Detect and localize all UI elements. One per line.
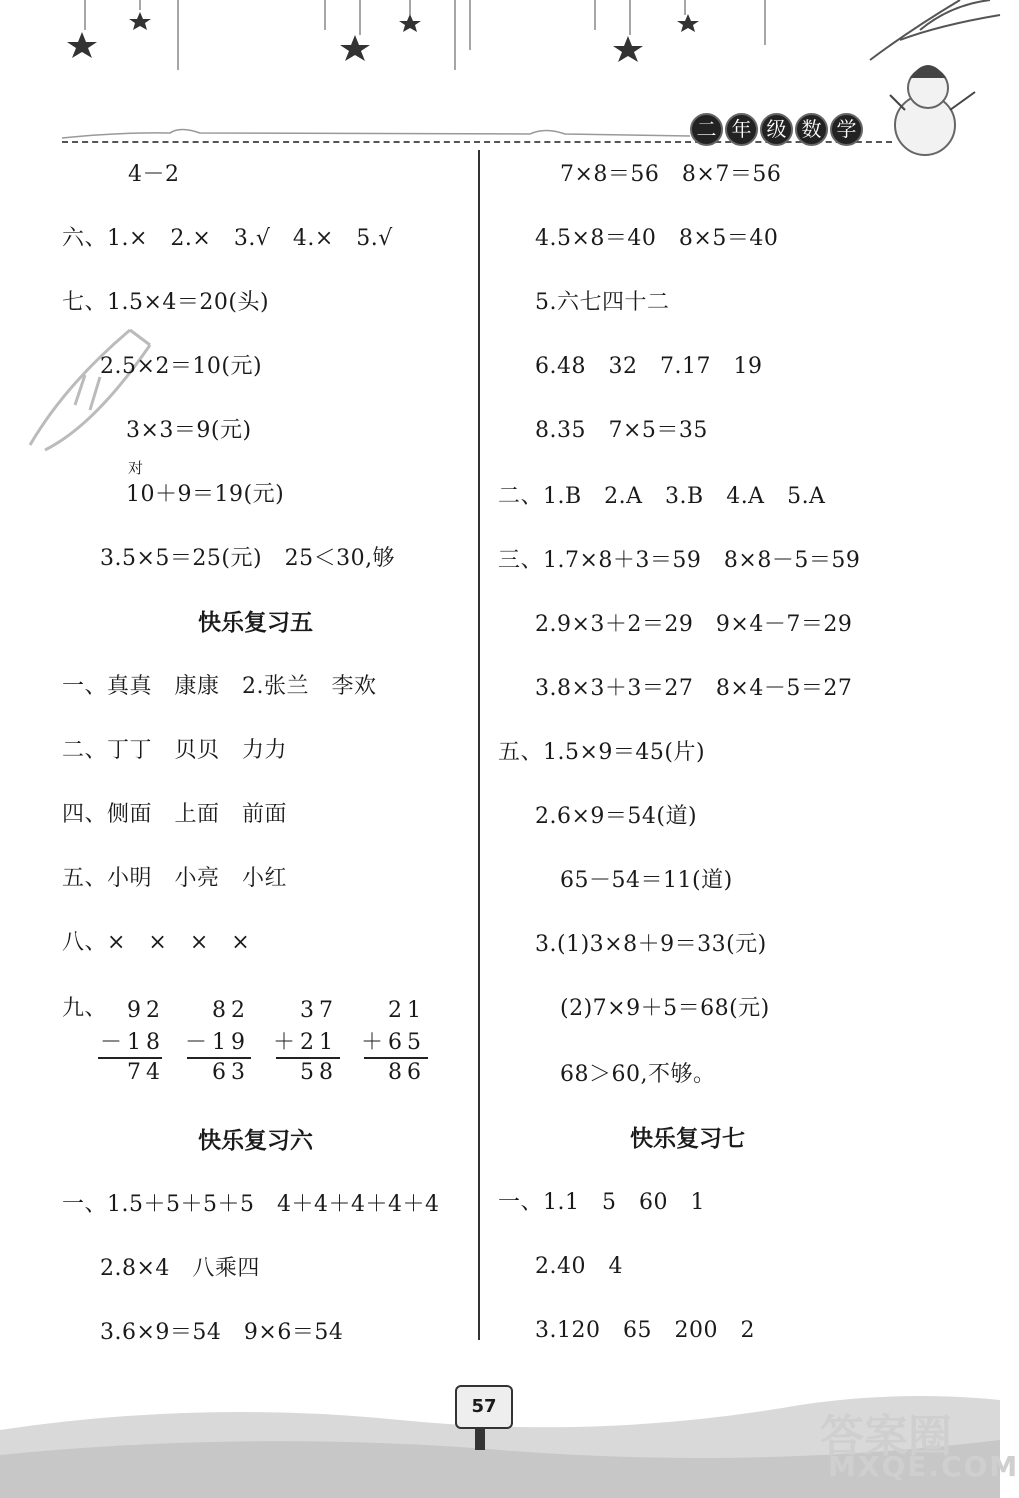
grade-char: 学 [830, 113, 863, 146]
answer-line: 七、1.5×4＝20(头) [62, 290, 270, 315]
grade-badge [690, 113, 863, 146]
answer-line: 五、小明 小亮 小红 [62, 866, 288, 891]
vertical-top: 82 [212, 998, 250, 1023]
handwritten-note: 对 [128, 459, 144, 477]
grade-char: 二 [690, 113, 723, 146]
page-number: 57 [455, 1385, 513, 1429]
answer-line: 7×8＝56 8×7＝56 [560, 162, 782, 187]
answer-line: 2.9×3＋2＝29 9×4－7＝29 [535, 612, 853, 637]
vertical-top: 37 [300, 998, 338, 1023]
grade-char: 级 [760, 113, 793, 146]
answer-line: 10＋9＝19(元) [126, 482, 285, 507]
answer-line: 2.8×4 八乘四 [100, 1256, 260, 1281]
section-heading: 快乐复习五 [198, 610, 313, 636]
grade-char: 数 [795, 113, 828, 146]
answer-line: 八、× × × × [62, 930, 251, 955]
answer-line: 6.48 32 7.17 19 [535, 354, 763, 379]
vertical-top: 92 [127, 998, 165, 1023]
answer-line: 3.(1)3×8＋9＝33(元) [535, 932, 767, 957]
star-icon [613, 36, 643, 62]
snowman-decoration [890, 65, 975, 155]
answer-line: 2.6×9＝54(道) [535, 804, 698, 829]
answer-line: 4－2 [128, 162, 180, 187]
answer-line: 一、1.5＋5＋5＋5 4＋4＋4＋4＋4 [62, 1192, 440, 1217]
answer-line: 3.8×3＋3＝27 8×4－5＝27 [535, 676, 853, 701]
answer-line: 4.5×8＝40 8×5＝40 [535, 226, 779, 251]
star-icon [340, 35, 370, 61]
vertical-operand: －18 [100, 1030, 165, 1055]
grade-char: 年 [725, 113, 758, 146]
vertical-result: 58 [300, 1060, 338, 1085]
answer-line: 2.5×2＝10(元) [100, 354, 263, 379]
star-icon [677, 14, 699, 32]
star-icon [129, 12, 151, 30]
vertical-operand: ＋21 [273, 1030, 338, 1055]
answer-line: 3.6×9＝54 9×6＝54 [100, 1320, 344, 1345]
answer-line: 四、侧面 上面 前面 [62, 802, 288, 827]
answer-line: 8.35 7×5＝35 [535, 418, 708, 443]
answer-line: 3.120 65 200 2 [535, 1318, 755, 1343]
answer-line: 3×3＝9(元) [126, 418, 252, 443]
vertical-result: 63 [212, 1060, 250, 1085]
answer-line: 一、真真 康康 2.张兰 李欢 [62, 674, 377, 699]
star-icon [399, 14, 421, 32]
answer-line: 九、 [62, 996, 108, 1021]
answer-line: 3.5×5＝25(元) 25＜30,够 [100, 546, 396, 571]
answer-line: 65－54＝11(道) [560, 868, 733, 893]
answer-line: 2.40 4 [535, 1254, 623, 1279]
answer-line: 五、1.5×9＝45(片) [498, 740, 706, 765]
watermark-logo: 答案圈 [820, 1411, 952, 1462]
column-divider [478, 150, 480, 1340]
vertical-operand: －19 [185, 1030, 250, 1055]
answer-line: 68＞60,不够。 [560, 1062, 716, 1087]
section-heading: 快乐复习六 [198, 1128, 313, 1154]
answer-line: 二、丁丁 贝贝 力力 [62, 738, 288, 763]
vertical-result: 86 [388, 1060, 426, 1085]
vertical-result: 74 [127, 1060, 165, 1085]
answer-line: 二、1.B 2.A 3.B 4.A 5.A [498, 484, 826, 509]
vertical-operand: ＋65 [361, 1030, 426, 1055]
answer-line: 一、1.1 5 60 1 [498, 1190, 705, 1215]
answer-line: 六、1.× 2.× 3.√ 4.× 5.√ [62, 226, 393, 251]
star-icon [67, 32, 97, 58]
section-heading: 快乐复习七 [630, 1126, 745, 1152]
answer-line: 5.六七四十二 [535, 290, 670, 315]
vertical-top: 21 [388, 998, 426, 1023]
watermark-url: MXQE.COM [828, 1450, 1019, 1483]
answer-line: 三、1.7×8＋3＝59 8×8－5＝59 [498, 548, 861, 573]
answer-line: (2)7×9＋5＝68(元) [560, 996, 770, 1021]
